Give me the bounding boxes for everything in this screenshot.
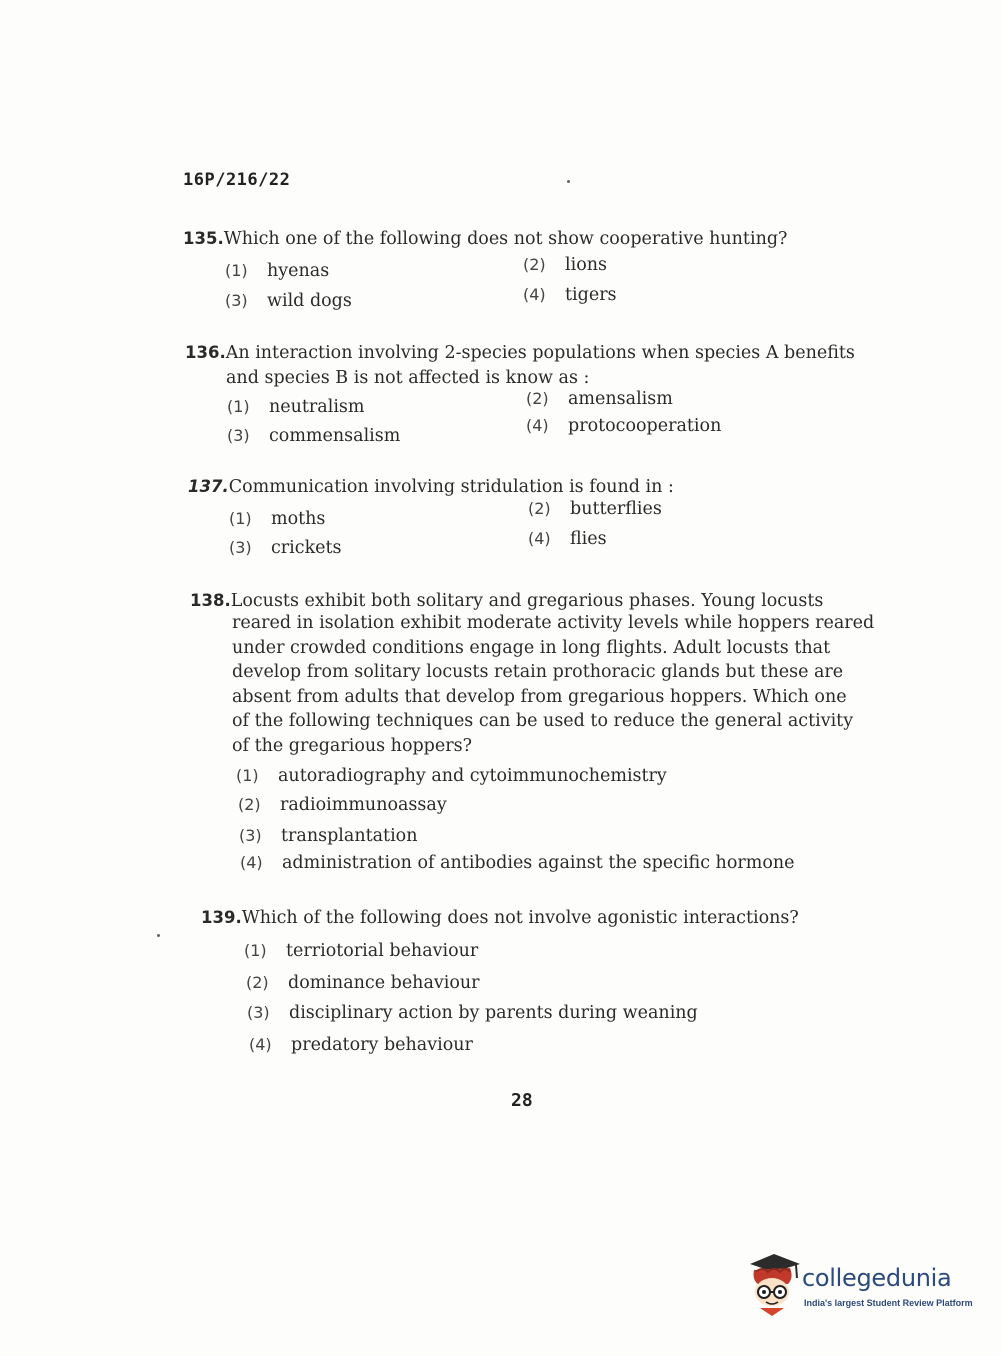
- question-number: 138.: [190, 591, 231, 610]
- option: (1) hyenas: [225, 261, 330, 281]
- option: (1) terriotorial behaviour: [244, 941, 479, 961]
- option: (4) flies: [528, 529, 607, 549]
- collegedunia-logo: [744, 1250, 974, 1318]
- option: (2) butterflies: [528, 499, 662, 519]
- option: (3) crickets: [229, 538, 342, 558]
- page-number: 28: [511, 1090, 533, 1111]
- option: (1) neutralism: [227, 397, 365, 417]
- option: (3) disciplinary action by parents during weaning: [247, 1003, 698, 1023]
- question-number: 136.: [185, 343, 226, 362]
- question-135: [183, 226, 787, 252]
- option: (4) tigers: [523, 285, 617, 305]
- question-number: 139.: [201, 908, 242, 927]
- option: (3) transplantation: [239, 826, 418, 846]
- option: (3) wild dogs: [225, 291, 352, 311]
- option: (1) autoradiography and cytoimmunochemistry: [236, 766, 667, 786]
- question-text-cont: and species B is not affected is know as :: [226, 368, 590, 388]
- question-number: 135.: [183, 229, 224, 248]
- option: (3) commensalism: [227, 426, 401, 446]
- question-137: [188, 474, 674, 500]
- paper-code: 16P/216/22: [183, 170, 291, 190]
- scan-speck: [567, 180, 570, 183]
- option: (4) predatory behaviour: [249, 1035, 473, 1055]
- question-text: Communication involving stridulation is found in :: [228, 477, 674, 497]
- option: (4) administration of antibodies against the specific hormone: [240, 853, 795, 873]
- option: (2) radioimmunoassay: [238, 795, 447, 815]
- option: (2) lions: [523, 255, 607, 275]
- question-text-cont: reared in isolation exhibit moderate activity levels while hoppers reared under crowded conditions engage in long flights. Adult locusts that develop from solitary locusts retain prothoracic glands but these are absent from adults that develop from gregarious hoppers. Which one of the following techniques can be used to reduce the general activity of the gregarious hoppers?: [232, 613, 875, 756]
- option: (2) amensalism: [526, 389, 673, 409]
- question-text: Locusts exhibit both solitary and gregarious phases. Young locusts: [230, 591, 824, 611]
- question-text: Which of the following does not involve agonistic interactions?: [241, 908, 799, 928]
- brand-name: collegedunia: [802, 1264, 952, 1292]
- question-text: An interaction involving 2-species populations when species A benefits: [225, 343, 855, 363]
- option: (2) dominance behaviour: [246, 973, 480, 993]
- scan-speck: [157, 934, 160, 937]
- question-136: [185, 340, 855, 366]
- mascot-icon: [744, 1250, 804, 1318]
- question-text: Which one of the following does not show cooperative hunting?: [223, 229, 788, 249]
- question-number: 137.: [188, 477, 229, 496]
- option: (1) moths: [229, 509, 326, 529]
- question-139: [201, 905, 799, 931]
- brand-tagline: India's largest Student Review Platform: [804, 1298, 973, 1308]
- option: (4) protocooperation: [526, 416, 722, 436]
